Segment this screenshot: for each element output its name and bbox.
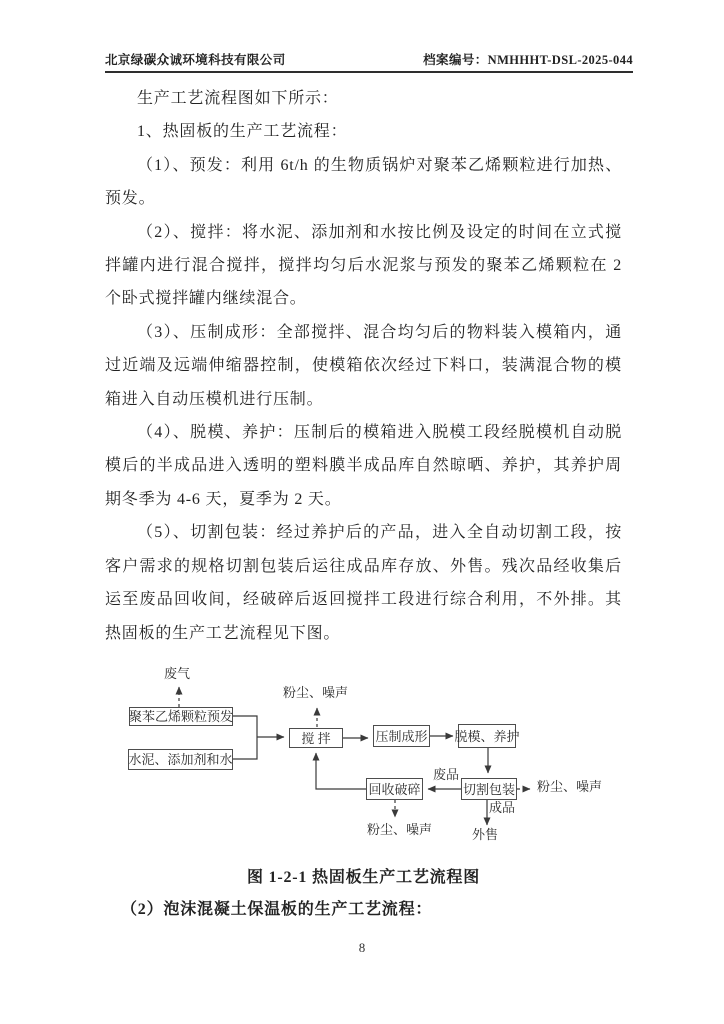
paragraph-section1-title: 1、热固板的生产工艺流程： <box>137 123 348 141</box>
document-body <box>105 82 622 650</box>
figure-section <box>0 650 724 925</box>
flow-box-mixing: 搅 拌 <box>289 728 343 748</box>
flow-label-dust-noise-recycling: 粉尘、噪声 <box>367 822 433 837</box>
flow-box-cutting-packaging: 切割包装 <box>461 778 517 800</box>
flow-label-external-sale: 外售 <box>472 827 499 842</box>
paragraph-step-2: （2）、搅拌：将水泥、添加剂和水按比例及设定的时间在立式搅拌罐内进行混合搅拌，搅拌均匀后水泥浆与预发的聚苯乙烯颗粒在 2 个卧式搅拌罐内继续混合。 <box>105 223 622 308</box>
flow-box-recycle-crushing: 回收破碎 <box>366 778 423 800</box>
paragraph-step-1: （1）、预发：利用 6t/h 的生物质锅炉对聚苯乙烯颗粒进行加热、预发。 <box>105 156 622 208</box>
header-company-name: 北京绿碳众诚环境科技有限公司 <box>105 53 286 67</box>
flow-box-prefoaming: 聚苯乙烯颗粒预发 <box>129 709 234 724</box>
flow-box-demolding-curing: 脱模、养护 <box>458 724 516 748</box>
paragraph-section2-title: （2）泡沫混凝土保温板的生产工艺流程： <box>121 901 433 918</box>
figure-caption: 图 1-2-1 热固板生产工艺流程图 <box>246 869 481 886</box>
flow-label-dust-noise-mixing: 粉尘、噪声 <box>283 685 349 700</box>
merge-bracket-line <box>233 716 257 759</box>
header-divider <box>105 71 633 73</box>
flow-label-waste-gas: 废气 <box>164 666 191 681</box>
flow-label-finished-product: 成品 <box>489 800 516 815</box>
paragraph-step-4: （4）、脱模、养护：压制后的模箱进入脱模工段经脱模机自动脱模后的半成品进入透明的塑料膜半成品库自然晾晒、养护，其养护周期冬季为 4-6 天，夏季为 2 天。 <box>105 424 622 508</box>
flow-box-pressing: 压制成形 <box>373 725 430 747</box>
flow-label-scrap: 废品 <box>433 767 460 782</box>
page-number: 8 <box>358 940 366 955</box>
document-header <box>105 50 633 68</box>
header-doc-number: 档案编号：NMHHHT-DSL-2025-044 <box>423 53 633 67</box>
thermoset-board-flowchart <box>0 650 724 845</box>
flowchart-connectors <box>0 650 724 845</box>
paragraph-intro: 生产工艺流程图如下所示： <box>137 90 339 107</box>
paragraph-step-3: （3）、压制成形：全部搅拌、混合均匀后的物料装入模箱内，通过近端及远端伸缩器控制，使模箱依次经过下料口，装满混合物的模箱进入自动压模机进行压制。 <box>105 323 622 408</box>
arrow-recycling-return-to-mixing <box>316 753 366 789</box>
flow-label-dust-noise-cutting: 粉尘、噪声 <box>537 779 603 794</box>
paragraph-step-5: （5）、切割包装：经过养护后的产品，进入全自动切割工段，按客户需求的规格切割包装后运往成品库存放、外售。残次品经收集后运至废品回收间，经破碎后返回搅拌工段进行综合利用，不外排。其热固板的生产工艺流程见下图。 <box>105 524 622 642</box>
flow-box-raw-materials: 水泥、添加剂和水 <box>128 749 233 770</box>
